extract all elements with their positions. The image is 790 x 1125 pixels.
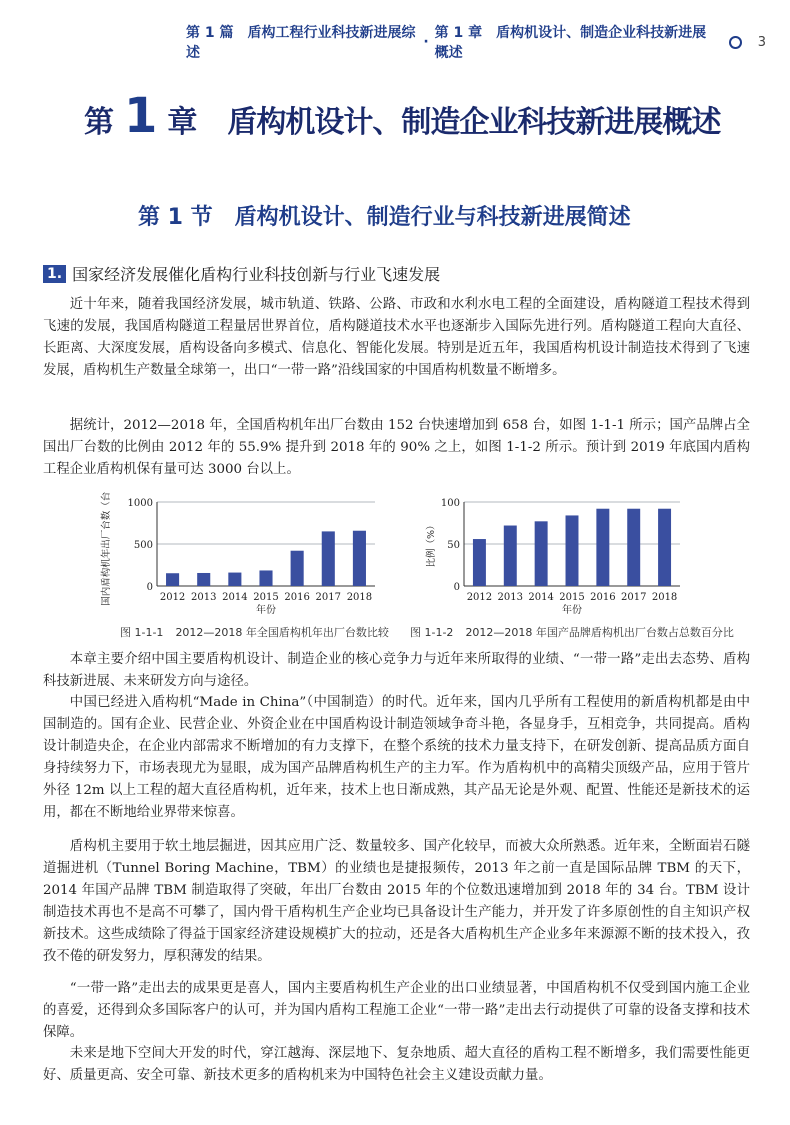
chart-annual-output-svg	[95, 492, 385, 620]
bar	[504, 526, 517, 586]
chapter-title-text: 盾构机设计、制造企业科技新进展概述	[227, 105, 721, 140]
y-tick-label: 500	[133, 540, 153, 551]
x-axis-label: 年份	[256, 605, 276, 616]
figure-number: 图 1-1-1	[120, 626, 164, 639]
chapter-prefix: 第	[84, 105, 114, 140]
x-tick-label: 2013	[497, 592, 524, 603]
x-tick-label: 2015	[253, 592, 279, 603]
x-tick-label: 2012	[466, 592, 493, 603]
y-tick-label: 50	[447, 540, 460, 551]
bar	[322, 531, 335, 586]
x-tick-label: 2015	[559, 592, 585, 603]
bar	[596, 509, 609, 586]
bar	[473, 539, 486, 586]
paragraph: 未来是地下空间大开发的时代，穿江越海、深层地下、复杂地质、超大直径的盾构工程不断增多，我们需要性能更好、质量更高、安全可靠、新技术更多的盾构机来为中国特色社会主义建设贡献力量。	[43, 1046, 750, 1083]
figure-caption-text: 2012—2018 年全国盾构机年出厂台数比较	[175, 626, 389, 639]
x-tick-label: 2016	[590, 592, 616, 603]
bar	[535, 521, 548, 586]
x-axis-label: 年份	[562, 605, 582, 616]
bar	[291, 551, 304, 586]
bar	[166, 573, 179, 586]
chart-annual-output	[95, 492, 385, 624]
bar	[658, 509, 671, 586]
figure-number: 图 1-1-2	[410, 626, 454, 639]
bar	[566, 515, 579, 586]
paragraph: “一带一路”走出去的成果更是喜人，国内主要盾构机生产企业的出口业绩显著，中国盾构机不仅受到国内施工企业的喜爱，还得到众多国际客户的认可，并为国内盾构工程施工企业“一带一路”走出去行动提供了可靠的设备支撑和技术保障。	[43, 981, 750, 1040]
paragraph: 本章主要介绍中国主要盾构机设计、制造企业的核心竞争力与近年来所取得的业绩、“一带一路”走出去态势、盾构科技新进展、未来研发方向与途径。	[43, 652, 750, 689]
x-tick-label: 2012	[159, 592, 186, 603]
x-tick-label: 2014	[528, 592, 554, 603]
section-title	[138, 200, 738, 231]
x-tick-label: 2018	[346, 592, 373, 603]
subsection-heading	[43, 262, 743, 285]
x-tick-label: 2014	[222, 592, 248, 603]
chapter-number: 1	[124, 88, 158, 144]
header-separator: ·	[423, 34, 429, 50]
bar	[627, 509, 640, 586]
bar	[197, 573, 210, 586]
header-part: 第 1 篇 盾构工程行业科技新进展综述	[186, 25, 416, 61]
subsection-badge: 1.	[43, 265, 66, 283]
header-chapter: 第 1 章 盾构机设计、制造企业科技新进展概述	[434, 25, 707, 61]
page-number: 3	[757, 34, 766, 50]
section-label: 第 1 节	[138, 205, 213, 230]
figure-caption	[410, 624, 734, 640]
y-tick-label: 0	[453, 582, 460, 593]
y-tick-label: 1000	[127, 498, 153, 509]
y-axis-label: 国内盾构机年出厂台数（台）	[101, 492, 112, 606]
subsection-text: 国家经济发展催化盾构行业科技创新与行业飞速发展	[72, 265, 441, 284]
x-tick-label: 2018	[651, 592, 678, 603]
chapter-title	[84, 88, 744, 148]
x-tick-label: 2017	[620, 592, 647, 603]
paragraph: 盾构机主要用于软土地层掘进，因其应用广泛、数量较多、国产化较早，而被大众所熟悉。近年来，全断面岩石隧道掘进机（Tunnel Boring Machine，TBM）的业绩也是捷报频传，2013 年之前一直是国际品牌 TBM 的天下，2014 年国产品牌 TBM 制造取得了突破，年出厂台数由 2015 年的个位数迅速增加到 2018 年的 34 台。TBM 设计制造技术再也不是高不可攀了，国内骨干盾构机生产企业均已具备设计生产能力，并开发了许多原创性的自主知识产权新技术。这些成绩除了得益于国家经济建设规模扩大的拉动，还是各大盾构机生产企业多年来源源不断的技术投入，孜孜不倦的研发努力，厚积薄发的结果。	[43, 839, 750, 964]
paragraph: 中国已经进入盾构机“Made in China”（中国制造）的时代。近年来，国内几乎所有工程使用的新盾构机都是由中国制造的。国有企业、民营企业、外资企业在中国盾构设计制造领域争奇斗艳，各显身手，互相竞争，共同提高。盾构设计制造央企，在企业内部需求不断增加的有力支撑下，在整个系统的技术力量支持下，在研发创新、提高品质方面自身持续努力下，市场表现尤为显眼，成为国产品牌盾构机生产的主力军。作为盾构机中的高精尖顶级产品，应用于管片外径 12m 以上工程的超大直径盾构机，近年来，技术上也日渐成熟，其产品无论是外观、配置、性能还是新技术的运用，都在不断地给业界带来惊喜。	[43, 695, 750, 820]
running-header	[186, 25, 766, 61]
y-tick-label: 0	[146, 582, 153, 593]
figure-caption-text: 2012—2018 年国产品牌盾构机出厂台数占总数百分比	[465, 626, 734, 639]
circle-icon	[729, 36, 742, 49]
chart-domestic-share-svg	[420, 492, 690, 620]
y-tick-label: 100	[440, 498, 460, 509]
chapter-suffix: 章	[167, 105, 198, 140]
bar	[228, 573, 241, 586]
x-tick-label: 2017	[315, 592, 342, 603]
paragraph: 据统计，2012—2018 年，全国盾构机年出厂台数由 152 台快速增加到 658 台，如图 1-1-1 所示；国产品牌占全国出厂台数的比例由 2012 年的 55.9% 提升到 2018 年的 90% 之上，如图 1-1-2 所示。预计到 2019 年底国内盾构工程企业盾构机保有量可达 3000 台以上。	[43, 418, 750, 477]
bar	[259, 570, 272, 586]
bar	[353, 531, 366, 586]
x-tick-label: 2013	[190, 592, 217, 603]
figure-caption	[120, 624, 389, 640]
paragraph: 近十年来，随着我国经济发展，城市轨道、铁路、公路、市政和水利水电工程的全面建设，盾构隧道工程技术得到飞速的发展，我国盾构隧道工程量居世界首位，盾构隧道技术水平也逐渐步入国际先进行列。盾构隧道工程向大直径、长距离、大深度发展，盾构设备向多模式、信息化、智能化发展。特别是近五年，我国盾构机设计制造技术得到了飞速发展，盾构机生产数量全球第一，出口“一带一路”沿线国家的中国盾构机数量不断增多。	[43, 297, 750, 378]
y-axis-label: 比例（%）	[426, 520, 437, 568]
section-title-text: 盾构机设计、制造行业与科技新进展简述	[234, 205, 631, 230]
chart-domestic-share	[420, 492, 690, 624]
x-tick-label: 2016	[284, 592, 310, 603]
